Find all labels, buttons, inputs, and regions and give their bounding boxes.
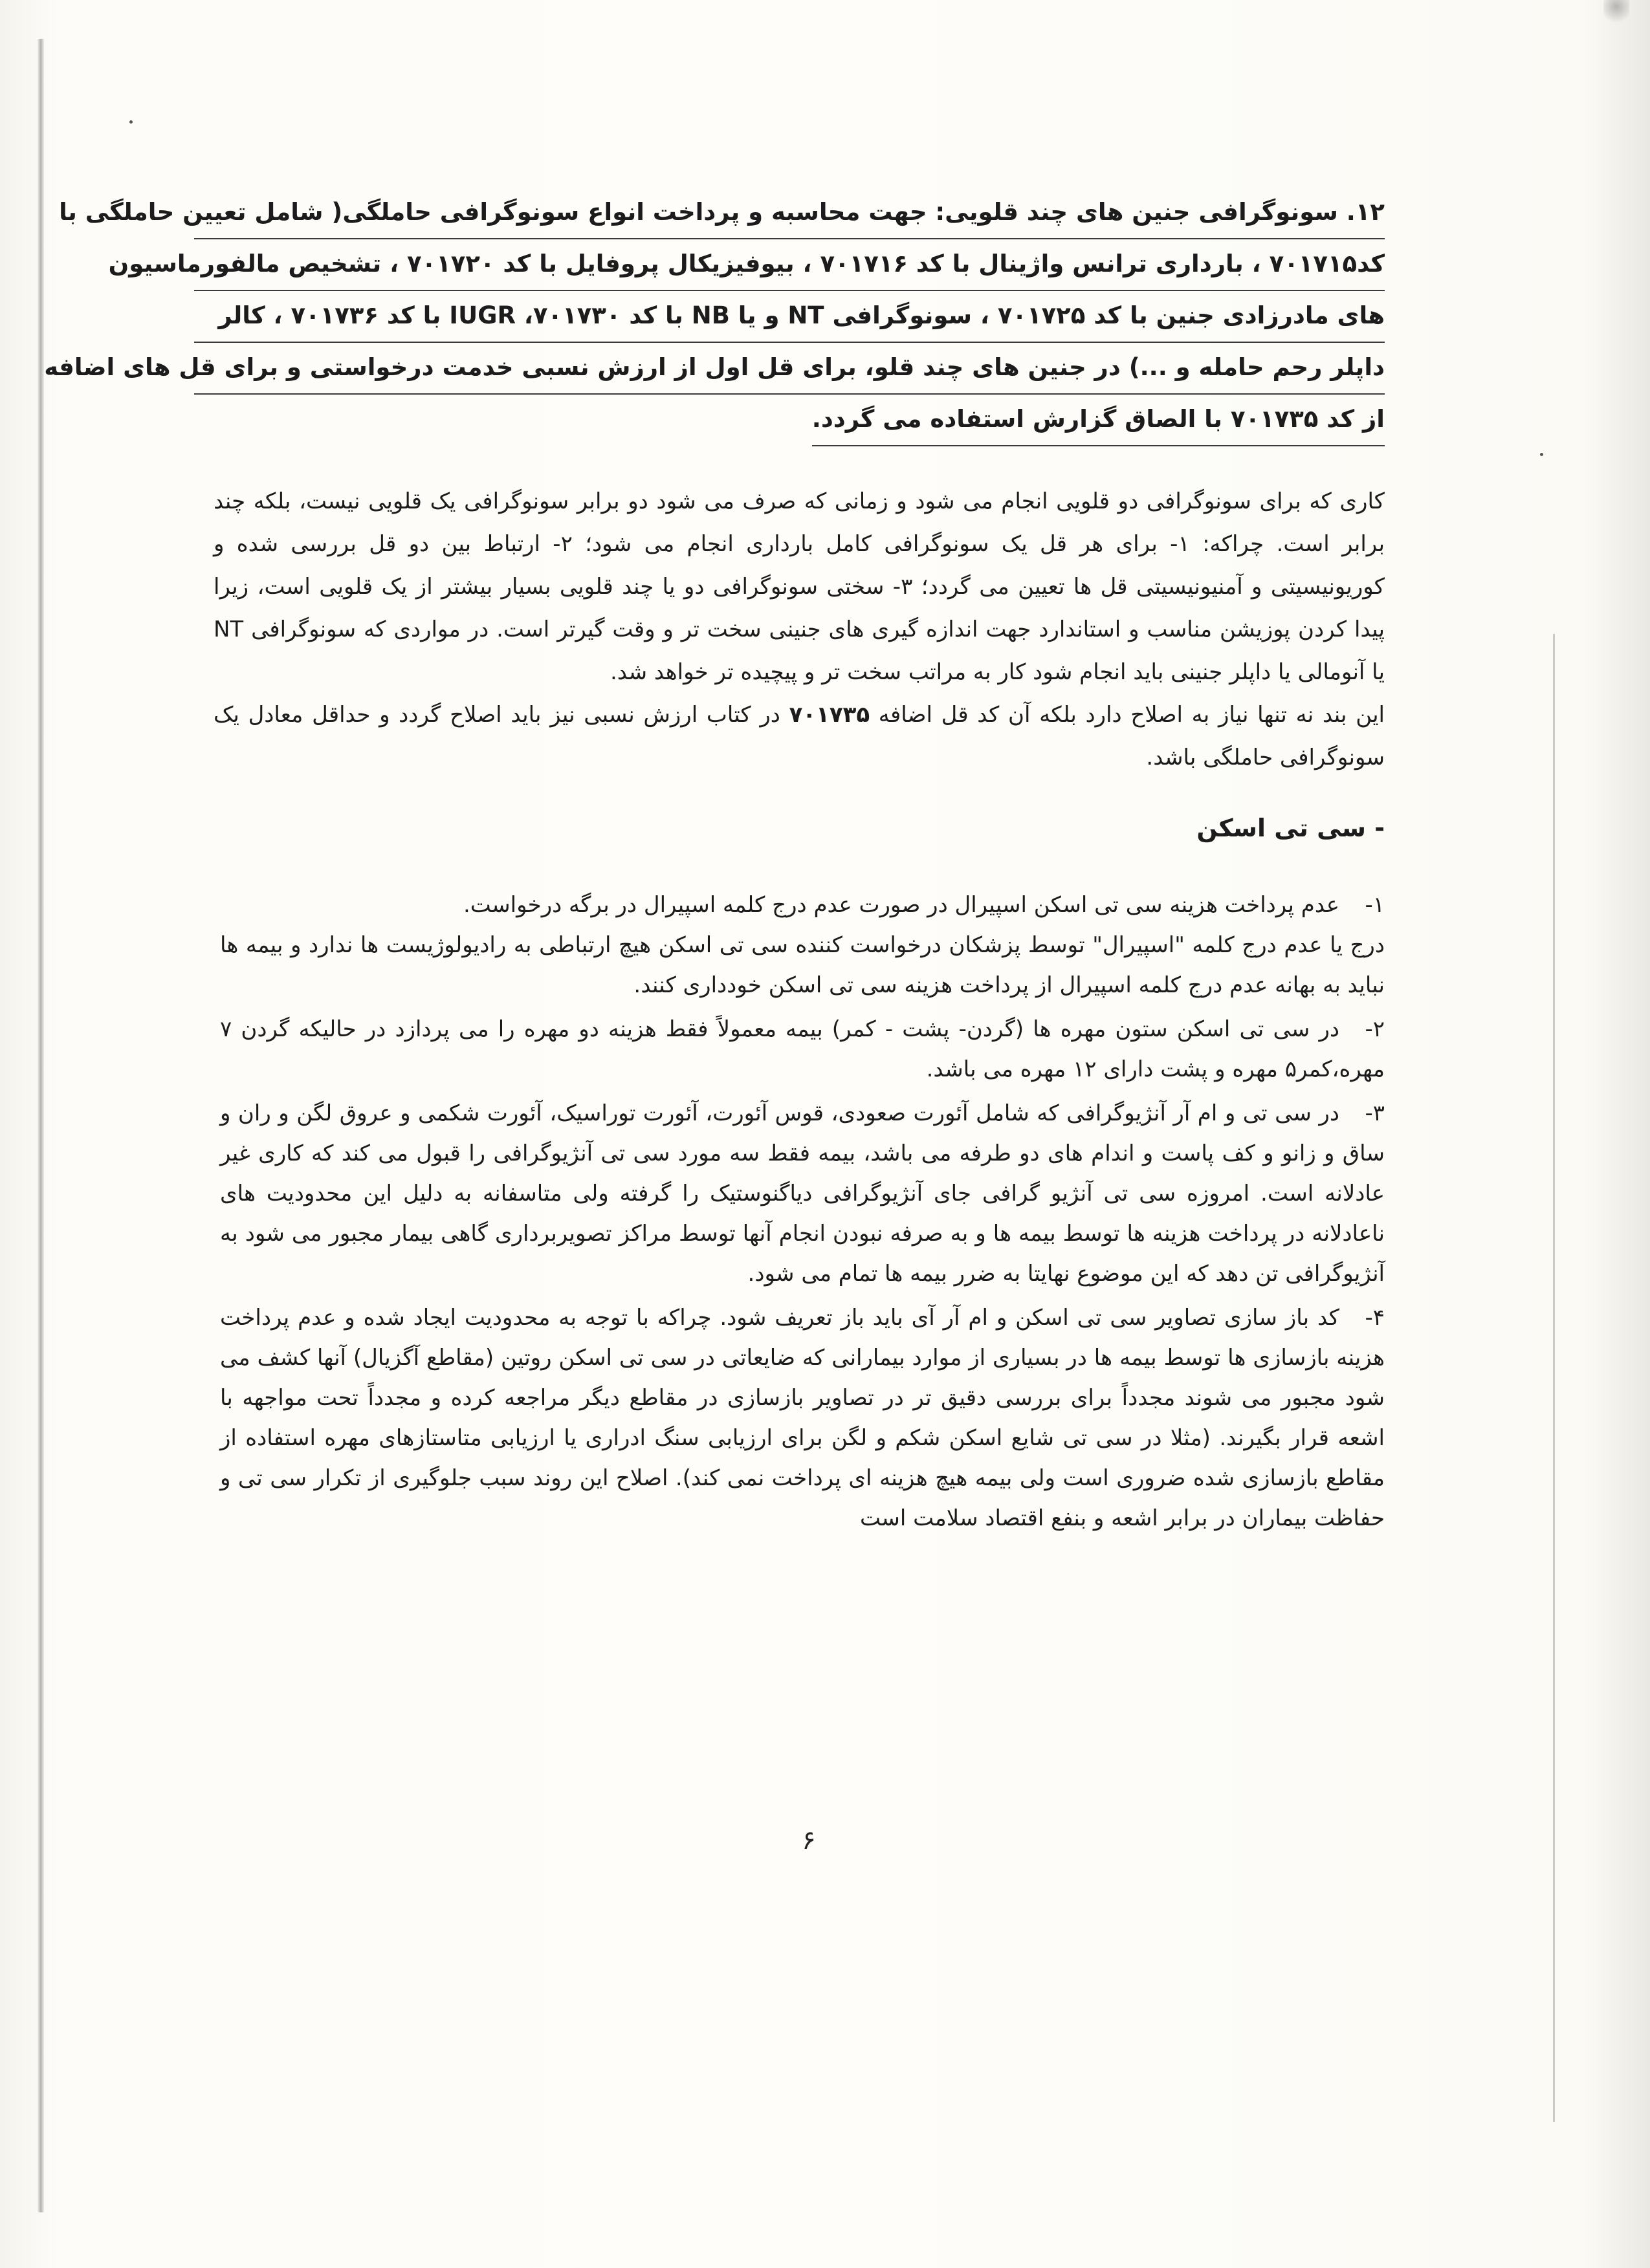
scan-left-edge-shadow — [38, 39, 44, 2212]
item-text: کد باز سازی تصاویر سی تی اسکن و ام آر آی باید باز تعریف شود. چراکه با توجه به محدودیت ایجاد شده و عدم پرداخت هزینه بازسازی ها توسط بیمه ها در بسیاری از موارد بیمارانی که ضایعاتی در سی تی اسکن روتین (مقاطع آگزیال) آنها کشف می شود مجبور می شوند مجدداً برای بررسی دقیق تر در تصاویر بازسازی در مقاطع دیگر مراجعه کرده و مجدداً تحت مواجهه با اشعه قرار بگیرند. (مثلا در سی تی شایع اسکن شکم و لگن برای ارزیابی سنگ ادراری یا ارزیابی متاستازهای مهره استفاده از مقاطع بازسازی شده ضروری است ولی بیمه هیچ هزینه ای پرداخت نمی کند). اصلاح این روند سبب جلوگیری از تکرار سی تی و حفاظت بیماران در برابر اشعه و بنفع اقتصاد سلامت است — [220, 1305, 1385, 1531]
scan-corner-mark — [1603, 0, 1629, 26]
document-body — [44, 188, 1385, 1542]
heading-line: کد۷۰۱۷۱۵ ، بارداری ترانس واژینال با کد ۷۰۱۷۱۶ ، بیوفیزیکال پروفایل با کد ۷۰۱۷۲۰ ، تشخیص مالفورماسیون — [194, 239, 1385, 291]
list-item — [220, 1093, 1385, 1294]
heading-line: از کد ۷۰۱۷۳۵ با الصاق گزارش استفاده می گردد. — [812, 395, 1385, 446]
amendment-text-end: در کتاب ارزش نسبی نیز باید اصلاح گردد و حداقل معادل یک سونوگرافی حاملگی باشد. — [214, 702, 1385, 770]
heading-line: های مادرزادی جنین با کد ۷۰۱۷۲۵ ، سونوگرافی NT و یا NB با کد IUGR ،۷۰۱۷۳۰ با کد ۷۰۱۷۳۶ ، کالر — [194, 291, 1385, 343]
ct-scan-issues-list — [220, 885, 1385, 1538]
clause-12-heading — [44, 188, 1385, 446]
item-text: عدم پرداخت هزینه سی تی اسکن اسپیرال در صورت عدم درج کلمه اسپیرال در برگه درخواست. — [463, 892, 1339, 918]
amendment-paragraph — [214, 693, 1385, 779]
list-item — [220, 1009, 1385, 1089]
scan-speck — [1540, 453, 1543, 456]
list-item — [220, 885, 1385, 1005]
item-text: در سی تی و ام آر آنژیوگرافی که شامل آئورت صعودی، قوس آئورت، آئورت توراسیک، آئورت شکمی و عروق لگن و ران و ساق و زانو و کف پاست و اندام های دو طرفه می باشد، بیمه فقط سه مورد سی تی آنژیوگرافی را قبول می کند که کاری غیر عادلانه است. امروزه سی تی آنژیو گرافی جای آنژیوگرافی دیاگنوستیک را گرفته ولی متاسفانه به دلیل این محدودیت های ناعادلانه در پرداخت هزینه ها توسط بیمه ها و به صرفه نبودن انجام آنها توسط مراکز تصویربرداری گاهی بیمار مجبور می شود به آنژیوگرافی تن دهد که این موضوع نهایتا به ضرر بیمه ها تمام می شود. — [220, 1100, 1385, 1287]
item-text: در سی تی اسکن ستون مهره ها (گردن- پشت - کمر) بیمه معمولاً فقط هزینه دو مهره را می پردازد در حالیکه گردن ۷ مهره،کمر۵ مهره و پشت دارای ۱۲ مهره می باشد. — [220, 1016, 1385, 1082]
page-number: ۶ — [802, 1826, 816, 1855]
heading-line: ۱۲. سونوگرافی جنین های چند قلویی: جهت محاسبه و پرداخت انواع سونوگرافی حاملگی( شامل تعیین حاملگی با — [194, 188, 1385, 239]
list-item — [220, 1298, 1385, 1538]
amendment-code: ۷۰۱۷۳۵ — [789, 702, 870, 728]
scan-right-edge-line — [1553, 634, 1555, 2122]
item-number: ۲- — [1365, 1016, 1385, 1042]
item-continuation: درج یا عدم درج کلمه "اسپیرال" توسط پزشکان درخواست کننده سی تی اسکن هیچ ارتباطی به رادیولوژیست ها ندارد و بیمه ها نباید به بهانه عدم درج کلمه اسپیرال از پرداخت هزینه سی تی اسکن خودداری کنند. — [220, 932, 1385, 998]
item-number: ۴- — [1365, 1305, 1385, 1331]
scan-speck — [129, 120, 133, 124]
item-number: ۳- — [1365, 1100, 1385, 1126]
section-title-ct-scan: - سی تی اسکن — [1196, 814, 1385, 842]
amendment-text-start: این بند نه تنها نیاز به اصلاح دارد بلکه آن کد قل اضافه — [870, 702, 1385, 728]
explanation-paragraph: کاری که برای سونوگرافی دو قلویی انجام می شود و زمانی که صرف می شود دو برابر سونوگرافی یک قلویی نیست، بلکه چند برابر است. چراکه: ۱- برای هر قل یک سونوگرافی کامل بارداری انجام می شود؛ ۲- ارتباط بین دو قل بررسی شده و کوریونیسیتی و آمنیونیسیتی قل ها تعیین می گردد؛ ۳- سختی سونوگرافی دو یا چند قلویی بسیار بیشتر از یک قلویی است، زیرا پیدا کردن پوزیشن مناسب و استاندارد جهت اندازه گیری های جنینی سخت تر و وقت گیرتر است. در مواردی که سونوگرافی NT یا آنومالی یا داپلر جنینی باید انجام شود کار به مراتب سخت تر و پیچیده تر خواهد شد. — [214, 488, 1385, 685]
heading-line: داپلر رحم حامله و ...) در جنین های چند قلو، برای قل اول از ارزش نسبی خدمت درخواستی و برای قل های اضافه — [194, 343, 1385, 395]
item-number: ۱- — [1365, 892, 1385, 918]
